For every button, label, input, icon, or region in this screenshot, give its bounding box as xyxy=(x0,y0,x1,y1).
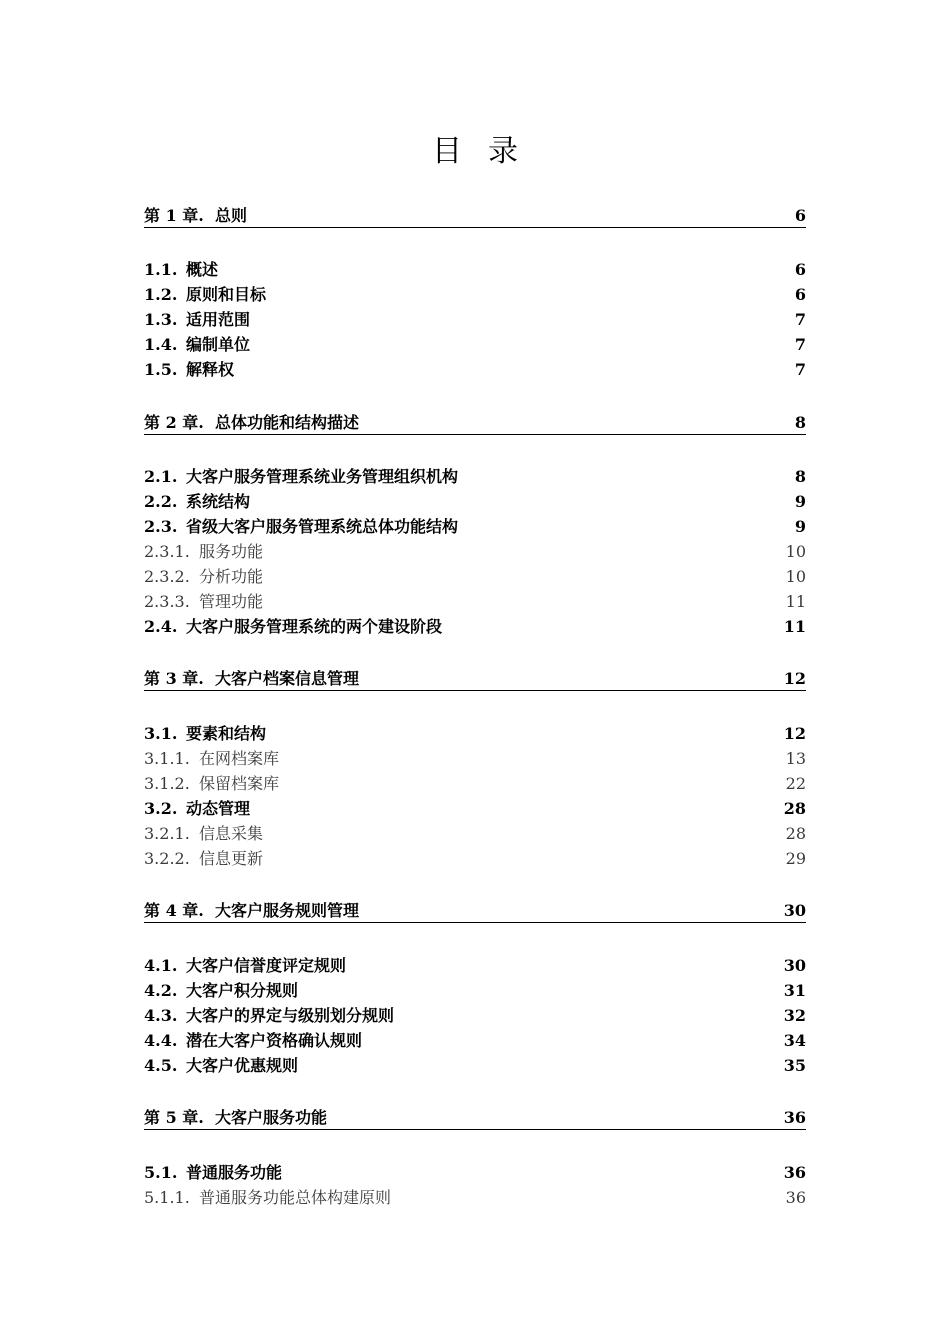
toc-entry-number: 2.2. xyxy=(144,492,178,511)
toc-entry-page-number: 7 xyxy=(794,335,806,354)
toc-entry-number: 2.3.1. xyxy=(144,542,190,561)
toc-entry-title: 解释权 xyxy=(186,360,235,379)
toc-entry-title: 大客户积分规则 xyxy=(186,981,299,1000)
toc-chapter-entry[interactable] xyxy=(144,668,806,691)
toc-entry-page-number: 10 xyxy=(785,542,806,561)
toc-entry-title: 大客户服务管理系统的两个建设阶段 xyxy=(186,617,443,636)
toc-section-entry[interactable] xyxy=(144,1004,806,1028)
toc-subsection-entry[interactable] xyxy=(144,565,806,589)
toc-section-entry[interactable] xyxy=(144,1054,806,1078)
toc-entry-title: 总则 xyxy=(215,206,248,225)
toc-entry-page-number: 29 xyxy=(785,849,806,868)
toc-entry-page-number: 6 xyxy=(794,285,806,304)
toc-entry-title: 信息采集 xyxy=(199,824,264,843)
toc-entry-number: 5.1.1. xyxy=(144,1188,190,1207)
toc-entry-page-number: 7 xyxy=(794,310,806,329)
toc-entry-page-number: 10 xyxy=(785,567,806,586)
toc-entry-title: 系统结构 xyxy=(186,492,251,511)
toc-entry-number: 2.1. xyxy=(144,467,178,486)
toc-entry-title: 大客户服务规则管理 xyxy=(215,901,360,920)
toc-entry-page-number: 9 xyxy=(794,492,806,511)
toc-entry-page-number: 35 xyxy=(783,1056,806,1075)
toc-section-entry[interactable] xyxy=(144,333,806,357)
toc-entry-number: 第 1 章. xyxy=(144,206,204,225)
toc-entry-number: 3.1.1. xyxy=(144,749,190,768)
toc-entry-page-number: 31 xyxy=(783,981,806,1000)
toc-entry-number: 3.1.2. xyxy=(144,774,190,793)
toc-entry-number: 1.1. xyxy=(144,260,178,279)
toc-entry-title: 概述 xyxy=(186,260,219,279)
toc-chapter-entry[interactable] xyxy=(144,205,806,228)
toc-entry-page-number: 12 xyxy=(783,669,806,688)
toc-entry-number: 2.4. xyxy=(144,617,178,636)
toc-entry-number: 第 4 章. xyxy=(144,901,204,920)
toc-entry-page-number: 36 xyxy=(785,1188,806,1207)
toc-chapter-entry[interactable] xyxy=(144,1107,806,1130)
toc-entry-number: 4.1. xyxy=(144,956,178,975)
toc-entry-title: 大客户服务管理系统业务管理组织机构 xyxy=(186,467,459,486)
toc-entry-page-number: 11 xyxy=(785,592,806,611)
toc-entry-number: 1.2. xyxy=(144,285,178,304)
toc-entry-number: 2.3. xyxy=(144,517,178,536)
toc-entry-title: 要素和结构 xyxy=(186,724,267,743)
toc-entry-number: 第 5 章. xyxy=(144,1108,204,1127)
toc-entry-title: 动态管理 xyxy=(186,799,251,818)
toc-entry-title: 潜在大客户资格确认规则 xyxy=(186,1031,363,1050)
toc-section-entry[interactable] xyxy=(144,283,806,307)
toc-entry-number: 4.2. xyxy=(144,981,178,1000)
toc-section-entry[interactable] xyxy=(144,1161,806,1185)
toc-entry-title: 保留档案库 xyxy=(199,774,280,793)
toc-entry-title: 信息更新 xyxy=(199,849,264,868)
toc-entry-title: 总体功能和结构描述 xyxy=(215,413,360,432)
toc-section-entry[interactable] xyxy=(144,954,806,978)
toc-entry-number: 2.3.2. xyxy=(144,567,190,586)
toc-entry-number: 3.2. xyxy=(144,799,178,818)
toc-entry-title: 大客户信誉度评定规则 xyxy=(186,956,347,975)
toc-entry-title: 原则和目标 xyxy=(186,285,267,304)
toc-section-entry[interactable] xyxy=(144,722,806,746)
toc-section-entry[interactable] xyxy=(144,515,806,539)
toc-entry-title: 普通服务功能 xyxy=(186,1163,283,1182)
toc-entry-title: 大客户档案信息管理 xyxy=(215,669,360,688)
toc-section-entry[interactable] xyxy=(144,797,806,821)
toc-section-entry[interactable] xyxy=(144,258,806,282)
toc-entry-title: 大客户优惠规则 xyxy=(186,1056,299,1075)
toc-entry-number: 2.3.3. xyxy=(144,592,190,611)
toc-title-char: 目 xyxy=(432,134,462,169)
toc-section-entry[interactable] xyxy=(144,358,806,382)
toc-subsection-entry[interactable] xyxy=(144,847,806,871)
toc-section-entry[interactable] xyxy=(144,308,806,332)
toc-entry-page-number: 30 xyxy=(783,901,806,920)
toc-entry-page-number: 6 xyxy=(794,260,806,279)
toc-entry-page-number: 11 xyxy=(783,617,806,636)
toc-section-entry[interactable] xyxy=(144,490,806,514)
toc-entry-page-number: 9 xyxy=(794,517,806,536)
toc-entry-number: 4.5. xyxy=(144,1056,178,1075)
toc-subsection-entry[interactable] xyxy=(144,540,806,564)
toc-entry-page-number: 13 xyxy=(785,749,806,768)
toc-entry-number: 3.2.1. xyxy=(144,824,190,843)
toc-entry-number: 4.3. xyxy=(144,1006,178,1025)
toc-entry-page-number: 30 xyxy=(783,956,806,975)
toc-entry-title: 在网档案库 xyxy=(199,749,280,768)
toc-section-entry[interactable] xyxy=(144,615,806,639)
toc-subsection-entry[interactable] xyxy=(144,747,806,771)
toc-entry-title: 大客户的界定与级别划分规则 xyxy=(186,1006,395,1025)
toc-entry-title: 普通服务功能总体构建原则 xyxy=(199,1188,392,1207)
toc-entry-page-number: 22 xyxy=(785,774,806,793)
toc-entry-title: 适用范围 xyxy=(186,310,251,329)
toc-entry-page-number: 28 xyxy=(783,799,806,818)
toc-entry-page-number: 12 xyxy=(783,724,806,743)
toc-entry-page-number: 36 xyxy=(783,1108,806,1127)
toc-entry-page-number: 28 xyxy=(785,824,806,843)
toc-subsection-entry[interactable] xyxy=(144,590,806,614)
toc-entry-page-number: 7 xyxy=(794,360,806,379)
toc-subsection-entry[interactable] xyxy=(144,1186,806,1210)
toc-entry-number: 第 3 章. xyxy=(144,669,204,688)
toc-title xyxy=(0,132,950,172)
toc-section-entry[interactable] xyxy=(144,465,806,489)
toc-entry-number: 3.1. xyxy=(144,724,178,743)
toc-entry-page-number: 36 xyxy=(783,1163,806,1182)
toc-chapter-entry[interactable] xyxy=(144,412,806,435)
toc-entry-title: 管理功能 xyxy=(199,592,264,611)
toc-entry-number: 1.3. xyxy=(144,310,178,329)
toc-subsection-entry[interactable] xyxy=(144,772,806,796)
toc-entry-page-number: 8 xyxy=(794,467,806,486)
toc-section-entry[interactable] xyxy=(144,1029,806,1053)
toc-entry-page-number: 34 xyxy=(783,1031,806,1050)
toc-entry-number: 1.5. xyxy=(144,360,178,379)
toc-entry-page-number: 8 xyxy=(794,413,806,432)
toc-entry-title: 编制单位 xyxy=(186,335,251,354)
toc-entry-number: 3.2.2. xyxy=(144,849,190,868)
toc-entry-number: 1.4. xyxy=(144,335,178,354)
toc-entry-title: 大客户服务功能 xyxy=(215,1108,328,1127)
toc-section-entry[interactable] xyxy=(144,979,806,1003)
toc-entry-number: 4.4. xyxy=(144,1031,178,1050)
toc-entry-title: 省级大客户服务管理系统总体功能结构 xyxy=(186,517,459,536)
toc-entry-number: 第 2 章. xyxy=(144,413,204,432)
toc-title-char: 录 xyxy=(488,134,518,169)
toc-entry-number: 5.1. xyxy=(144,1163,178,1182)
toc-chapter-entry[interactable] xyxy=(144,900,806,923)
toc-entry-title: 分析功能 xyxy=(199,567,264,586)
toc-entry-page-number: 32 xyxy=(783,1006,806,1025)
toc-entry-title: 服务功能 xyxy=(199,542,264,561)
toc-subsection-entry[interactable] xyxy=(144,822,806,846)
toc-entry-page-number: 6 xyxy=(794,206,806,225)
